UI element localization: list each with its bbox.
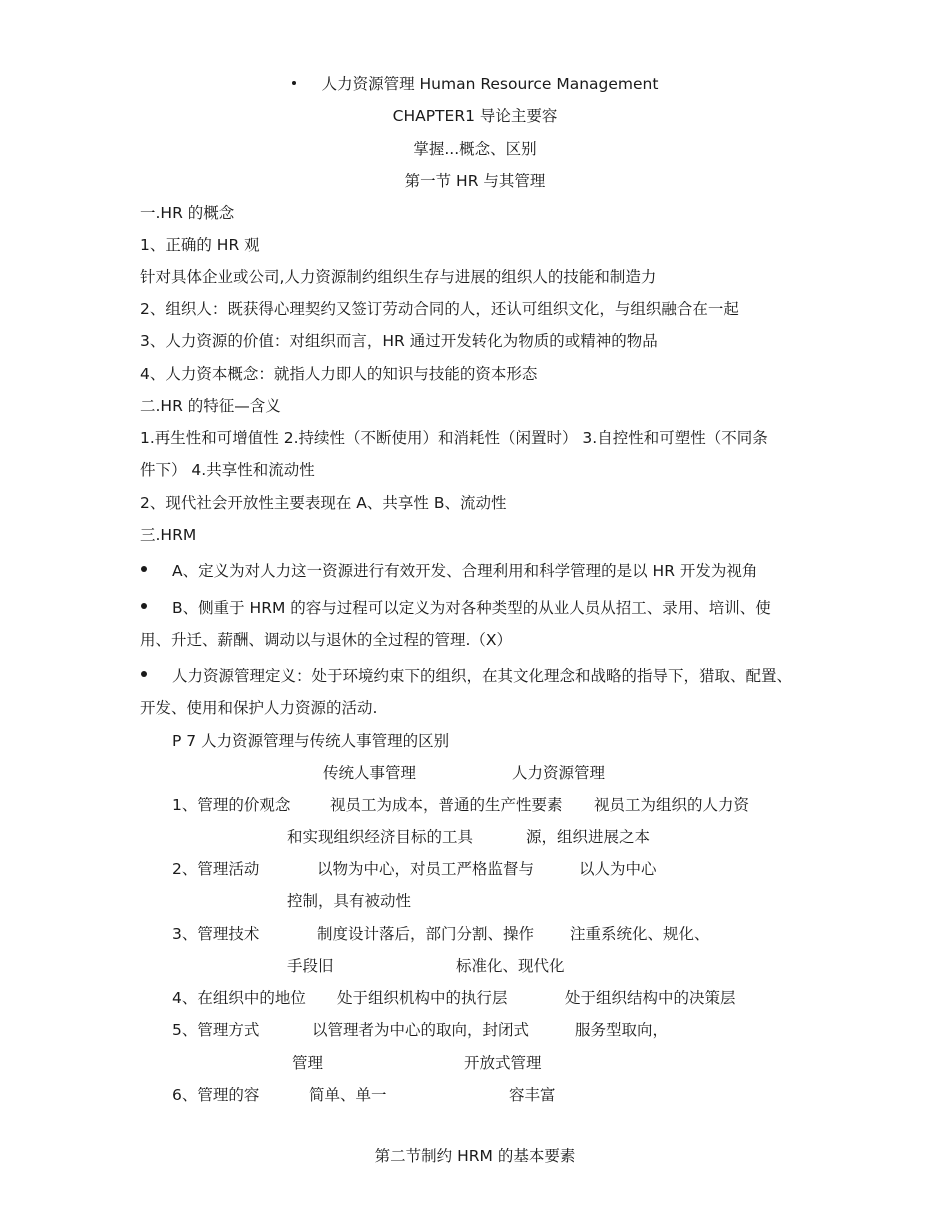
hrm-cell: 注重系统化、规化、 <box>570 925 710 943</box>
hrm-cell: 标准化、现代化 <box>456 957 565 975</box>
traditional-cell: 处于组织机构中的执行层 <box>337 989 508 1007</box>
bullet-item-continuation: 用、升迁、薪酬、调动以与退休的全过程的管理.（X） <box>140 631 513 649</box>
traditional-cell: 手段旧 <box>287 957 334 975</box>
traditional-cell: 以物为中心，对员工严格监督与 <box>317 860 535 878</box>
row-label: 2、管理活动 <box>172 860 260 878</box>
chapter-subtitle: 掌握...概念、区别 <box>413 140 537 158</box>
paragraph: 4、人力资本概念：就指人力即人的知识与技能的资本形态 <box>140 365 538 383</box>
bullet-dot-icon <box>292 81 296 85</box>
hrm-cell: 处于组织结构中的决策层 <box>565 989 736 1007</box>
document-title-line <box>0 74 950 94</box>
hrm-cell: 以人为中心 <box>579 860 657 878</box>
subsection-heading: 三.HRM <box>140 526 197 544</box>
row-label: 4、在组织中的地位 <box>172 989 306 1007</box>
hrm-cell: 源，组织进展之本 <box>526 828 651 846</box>
subsection-heading: 二.HR 的特征—含义 <box>140 397 281 415</box>
section-heading: 第二节制约 HRM 的基本要素 <box>374 1147 576 1165</box>
bullet-item: A、定义为对人力这一资源进行有效开发、合理利用和科学管理的是以 HR 开发为视角 <box>172 562 758 580</box>
paragraph: 2、现代社会开放性主要表现在 A、共享性 B、流动性 <box>140 494 507 512</box>
bullet-item: B、侧重于 HRM 的容与过程可以定义为对各种类型的从业人员从招工、录用、培训、使 <box>172 599 771 617</box>
bullet-item-continuation: 开发、使用和保护人力资源的活动. <box>140 699 378 717</box>
paragraph: 3、人力资源的价值：对组织而言，HR 通过开发转化为物质的或精神的物品 <box>140 332 658 350</box>
paragraph: 1、正确的 HR 观 <box>140 236 260 254</box>
hrm-cell: 视员工为组织的人力资 <box>594 796 750 814</box>
bullet-item: 人力资源管理定义：处于环境约束下的组织，在其文化理念和战略的指导下，猎取、配置、 <box>172 667 793 685</box>
hrm-cell: 开放式管理 <box>464 1054 542 1072</box>
column-header-traditional: 传统人事管理 <box>323 764 417 782</box>
traditional-cell: 以管理者为中心的取向，封闭式 <box>312 1021 530 1039</box>
traditional-cell: 控制，具有被动性 <box>287 892 412 910</box>
traditional-cell: 视员工为成本，普通的生产性要素 <box>330 796 563 814</box>
traditional-cell: 简单、单一 <box>309 1086 387 1104</box>
paragraph: 针对具体企业或公司,人力资源制约组织生存与进展的组织人的技能和制造力 <box>140 268 657 286</box>
paragraph: 1.再生性和可增值性 2.持续性（不断使用）和消耗性（闲置时） 3.自控性和可塑性（不同条 <box>140 429 768 447</box>
hrm-cell: 容丰富 <box>509 1086 556 1104</box>
hrm-cell: 服务型取向， <box>575 1021 669 1039</box>
section-heading: 第一节 HR 与其管理 <box>404 172 546 190</box>
bullet-dot-icon <box>141 566 147 572</box>
traditional-cell: 管理 <box>292 1054 324 1072</box>
column-header-hrm: 人力资源管理 <box>512 764 606 782</box>
document-title: 人力资源管理 Human Resource Management <box>321 75 659 93</box>
subsection-heading: 一.HR 的概念 <box>140 204 235 222</box>
row-label: 3、管理技术 <box>172 925 260 943</box>
row-label: 6、管理的容 <box>172 1086 260 1104</box>
traditional-cell: 制度设计落后，部门分割、操作 <box>317 925 535 943</box>
row-label: 5、管理方式 <box>172 1021 260 1039</box>
paragraph: 件下） 4.共享性和流动性 <box>140 461 315 479</box>
chapter-heading: CHAPTER1 导论主要容 <box>392 107 558 125</box>
paragraph: 2、组织人：既获得心理契约又签订劳动合同的人，还认可组织文化，与组织融合在一起 <box>140 300 739 318</box>
traditional-cell: 和实现组织经济目标的工具 <box>287 828 474 846</box>
bullet-dot-icon <box>141 671 147 677</box>
bullet-dot-icon <box>141 603 147 609</box>
row-label: 1、管理的价观念 <box>172 796 291 814</box>
comparison-title: P 7 人力资源管理与传统人事管理的区别 <box>172 732 450 750</box>
